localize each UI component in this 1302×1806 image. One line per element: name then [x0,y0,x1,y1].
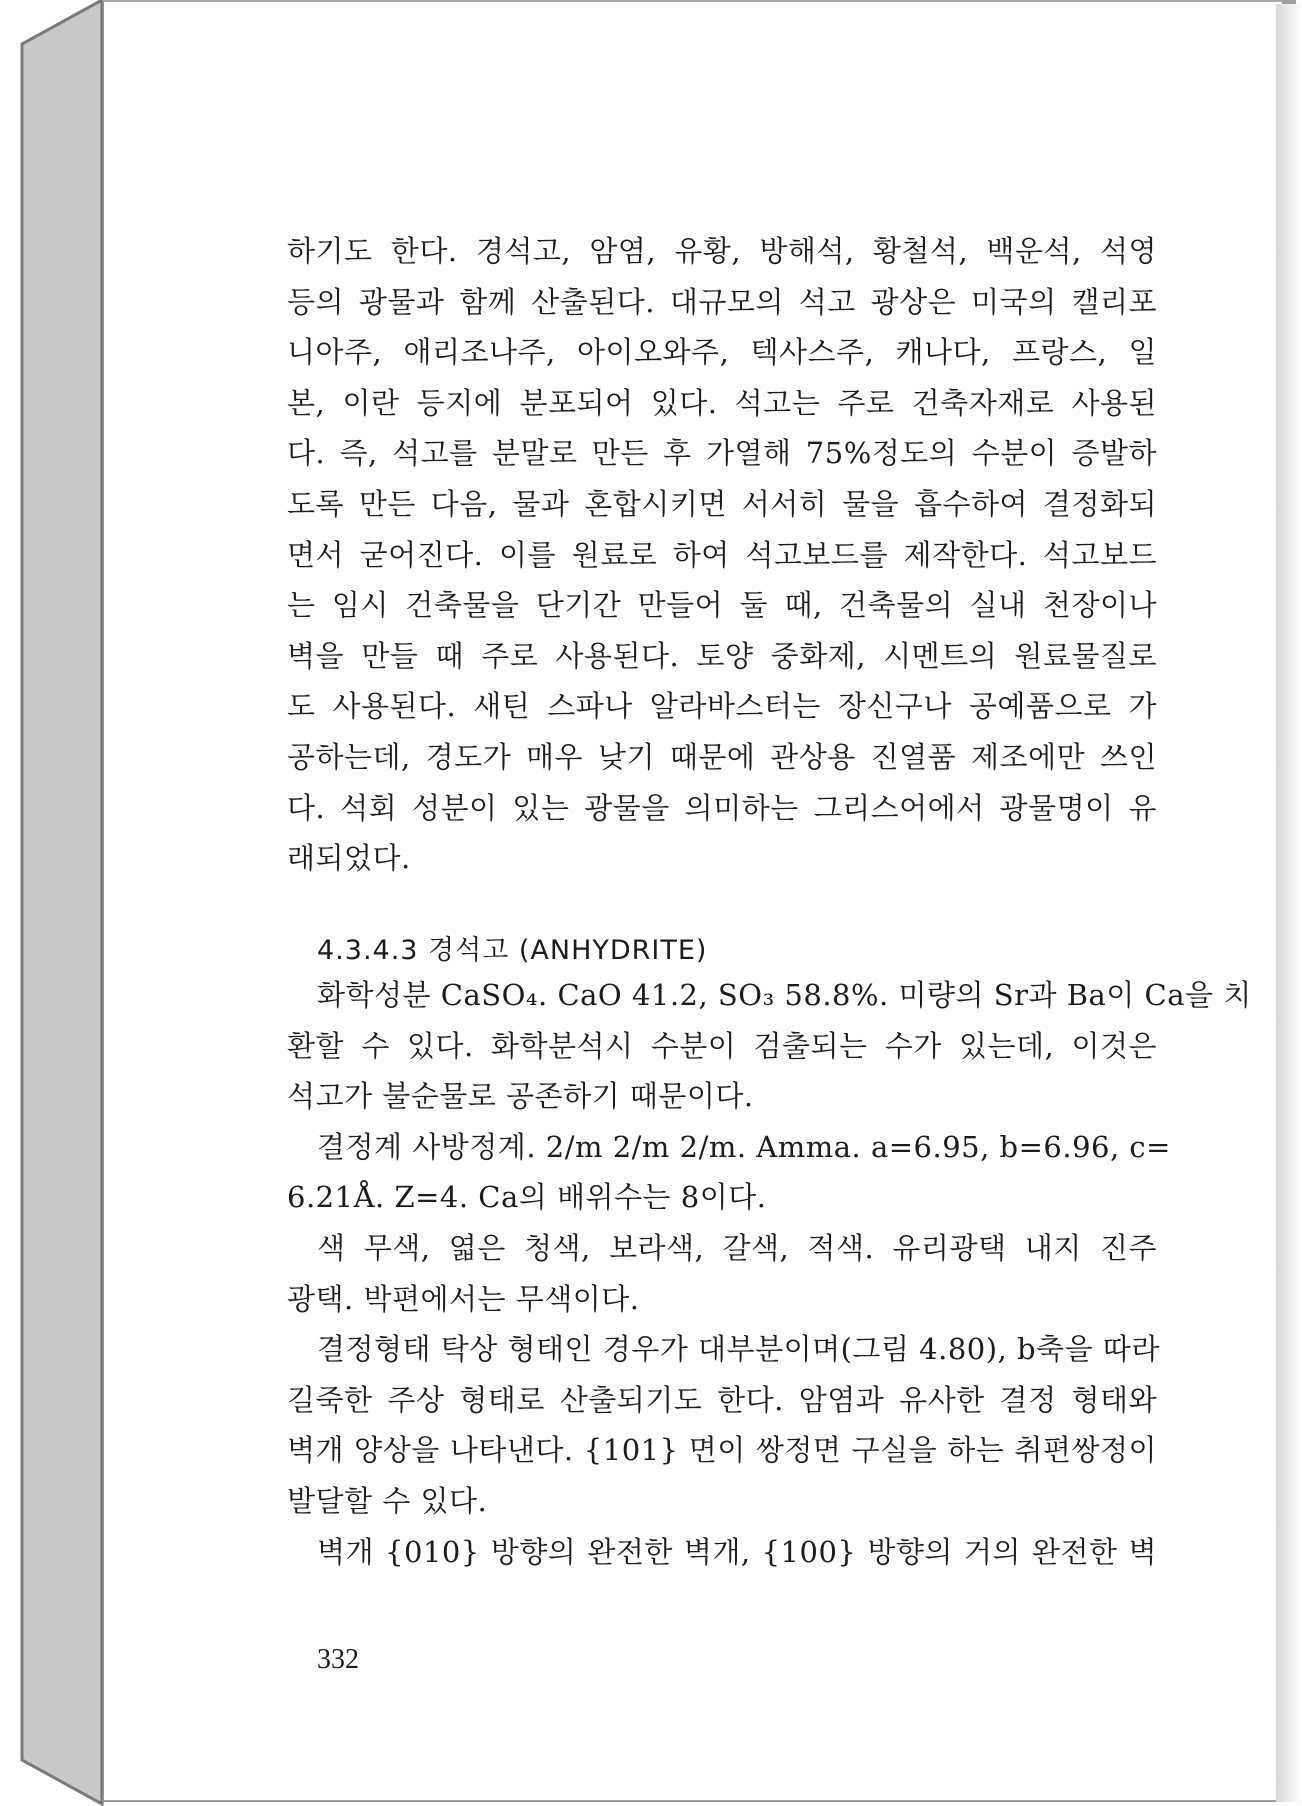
text-line: 6.21Å. Z=4. Ca의 배위수는 8이다. [287,1180,767,1215]
text-line: 다. 석회 성분이 있는 광물을 의미하는 그리스어에서 광물명이 유 [287,790,1157,825]
text-line: 는 임시 건축물을 단기간 만들어 둘 때, 건축물의 실내 천장이나 [287,588,1157,623]
text-line: 화학성분 CaSO₄. CaO 41.2, SO₃ 58.8%. 미량의 Sr과 Ba이 Ca을 치 [317,978,1252,1012]
text-line: 다. 즉, 석고를 분말로 만든 후 가열해 75%정도의 수분이 증발하 [287,436,1157,471]
text-line: 본, 이란 등지에 분포되어 있다. 석고는 주로 건축자재로 사용된 [287,385,1157,420]
text-line: 환할 수 있다. 화학분석시 수분이 검출되는 수가 있는데, 이것은 [287,1028,1157,1063]
text-line: 등의 광물과 함께 산출된다. 대규모의 석고 광상은 미국의 캘리포 [287,284,1157,319]
text-line: 길죽한 주상 형태로 산출되기도 한다. 암염과 유사한 결정 형태와 [287,1382,1157,1417]
text-line: 발달할 수 있다. [287,1483,488,1518]
text-line: 벽개 {010} 방향의 완전한 벽개, {100} 방향의 거의 완전한 벽 [317,1534,1157,1569]
text-line: 벽개 양상을 나타낸다. {101} 면이 쌍정면 구실을 하는 취편쌍정이 [287,1433,1157,1468]
text-line: 도록 만든 다음, 물과 혼합시키면 서서히 물을 흡수하여 결정화되 [287,486,1157,521]
text-line: 하기도 한다. 경석고, 암염, 유황, 방해석, 황철석, 백운석, 석영 [287,234,1157,268]
text-line: 면서 굳어진다. 이를 원료로 하여 석고보드를 제작한다. 석고보드 [287,537,1157,572]
text-line: 도 사용된다. 새틴 스파나 알라바스터는 장신구나 공예품으로 가 [287,689,1157,724]
text-line: 벽을 만들 때 주로 사용된다. 토양 중화제, 시멘트의 원료물질로 [287,638,1157,673]
paragraph-anhydrite [287,970,1252,1577]
page-number: 332 [317,1644,359,1675]
text-line: 결정형태 탁상 형태인 경우가 대부분이며(그림 4.80), b축을 따라 [317,1332,1160,1367]
text-line: 색 무색, 엷은 청색, 보라색, 갈색, 적색. 유리광택 내지 진주 [317,1230,1157,1265]
text-line: 석고가 불순물로 공존하기 때문이다. [287,1079,754,1114]
section-heading: 4.3.4.3 경석고 (ANHYDRITE) [317,935,708,966]
text-line: 니아주, 애리조나주, 아이오와주, 텍사스주, 캐나다, 프랑스, 일 [287,335,1157,370]
text-line: 래되었다. [287,841,411,876]
text-line: 결정계 사방정계. 2/m 2/m 2/m. Amma. a=6.95, b=6.96, c= [317,1129,1171,1164]
text-line: 광택. 박편에서는 무색이다. [287,1281,640,1316]
page-edge-shadow [1276,4,1302,1802]
text-line: 공하는데, 경도가 매우 낮기 때문에 관상용 진열품 제조에만 쓰인 [287,739,1157,774]
paragraph-gypsum-uses [287,226,1157,884]
